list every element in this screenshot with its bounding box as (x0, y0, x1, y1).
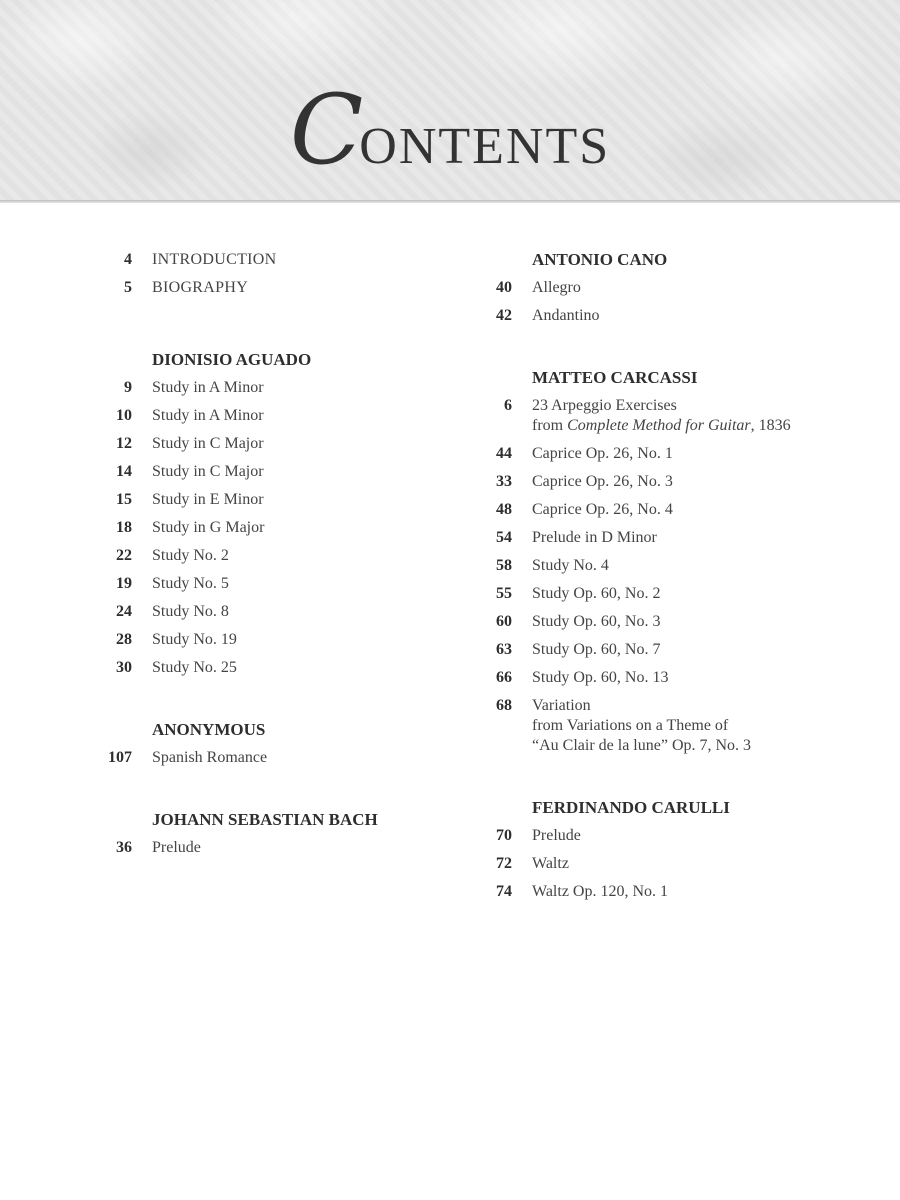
page-number: 72 (496, 855, 512, 872)
toc-entry[interactable] (100, 542, 450, 570)
entry-title: Waltz Op. 120, No. 1 (532, 883, 669, 900)
entry-title: Study No. 4 (532, 557, 609, 574)
toc-entry[interactable] (100, 458, 450, 486)
page-number: 44 (496, 445, 512, 462)
page-number: 10 (116, 407, 132, 424)
entry-subtitle-line: “Au Clair de la lune” Op. 7, No. 3 (532, 737, 752, 754)
entry-title: Caprice Op. 26, No. 4 (532, 501, 673, 518)
composer-heading: JOHANN SEBASTIAN BACH (152, 810, 378, 829)
entry-title (532, 696, 880, 756)
entry-title: Study in A Minor (152, 407, 264, 424)
toc-entry[interactable] (100, 834, 450, 862)
toc-entry[interactable] (100, 744, 450, 772)
page-number: 58 (496, 557, 512, 574)
page-number: 24 (116, 603, 132, 620)
page-number: 40 (496, 279, 512, 296)
toc-entry[interactable] (480, 822, 880, 850)
entry-title-line: 23 Arpeggio Exercises (532, 397, 677, 414)
toc-entry[interactable] (100, 570, 450, 598)
entry-title (532, 396, 880, 436)
page-number: 19 (116, 575, 132, 592)
entry-title-line: Variation (532, 697, 591, 714)
entry-title: Study Op. 60, No. 13 (532, 669, 669, 686)
composer-heading: ANTONIO CANO (532, 250, 668, 269)
entry-title: Waltz (532, 855, 569, 872)
toc-entry[interactable] (480, 580, 880, 608)
page-number: 28 (116, 631, 132, 648)
page-number: 74 (496, 883, 512, 900)
toc-entry[interactable] (100, 374, 450, 402)
entry-title: Study in G Major (152, 519, 265, 536)
entry-title: Study No. 25 (152, 659, 237, 676)
entry-title: Caprice Op. 26, No. 1 (532, 445, 673, 462)
page-number: 18 (116, 519, 132, 536)
entry-subtitle-line (532, 416, 880, 436)
entry-title: BIOGRAPHY (152, 279, 249, 296)
toc-entry[interactable] (100, 402, 450, 430)
entry-title: Prelude in D Minor (532, 529, 657, 546)
entry-title: Allegro (532, 279, 581, 296)
page-number: 12 (116, 435, 132, 452)
composer-heading: DIONISIO AGUADO (152, 350, 312, 369)
page-number: 6 (504, 397, 512, 414)
toc-entry[interactable] (480, 468, 880, 496)
page-number: 9 (124, 379, 132, 396)
page-number: 36 (116, 839, 132, 856)
composer-group-cano (480, 246, 880, 330)
entry-title: Spanish Romance (152, 749, 268, 766)
header-divider (0, 200, 900, 203)
page-number: 4 (124, 251, 132, 268)
toc-entry[interactable] (480, 440, 880, 468)
page-title (0, 74, 900, 186)
page-number: 107 (108, 749, 132, 766)
toc-entry[interactable] (480, 636, 880, 664)
composer-heading: MATTEO CARCASSI (532, 368, 698, 387)
entry-subtitle-suffix: , 1836 (750, 417, 791, 434)
toc-entry[interactable] (100, 246, 450, 274)
page-title-initial: C (289, 74, 360, 186)
page-number: 70 (496, 827, 512, 844)
composer-group-aguado (100, 346, 450, 682)
entry-title: Study Op. 60, No. 7 (532, 641, 661, 658)
toc-entry[interactable] (480, 552, 880, 580)
entry-title: Study in C Major (152, 435, 264, 452)
toc-entry[interactable] (480, 524, 880, 552)
front-matter-group (100, 246, 450, 302)
toc-entry[interactable] (480, 608, 880, 636)
composer-heading: FERDINANDO CARULLI (532, 798, 730, 817)
page-number: 33 (496, 473, 512, 490)
entry-title: Study No. 5 (152, 575, 229, 592)
composer-group-bach (100, 806, 450, 862)
page-number: 55 (496, 585, 512, 602)
page-number: 54 (496, 529, 512, 546)
toc-entry[interactable] (100, 598, 450, 626)
composer-group-anonymous (100, 716, 450, 772)
page-number: 15 (116, 491, 132, 508)
toc-right-column (480, 246, 880, 940)
entry-title: Study No. 19 (152, 631, 237, 648)
entry-title: Prelude (532, 827, 581, 844)
page-number: 5 (124, 279, 132, 296)
entry-subtitle-prefix: from (532, 417, 568, 434)
toc-entry[interactable] (100, 514, 450, 542)
entry-title: Caprice Op. 26, No. 3 (532, 473, 673, 490)
page-number: 68 (496, 697, 512, 714)
toc-entry[interactable] (100, 274, 450, 302)
entry-subtitle-book-title: Complete Method for Guitar (567, 417, 751, 434)
entry-title: Study No. 2 (152, 547, 229, 564)
page-number: 60 (496, 613, 512, 630)
toc-entry[interactable] (480, 392, 880, 440)
entry-title: INTRODUCTION (152, 251, 277, 268)
toc-entry[interactable] (100, 626, 450, 654)
toc-entry[interactable] (100, 486, 450, 514)
composer-group-carulli (480, 794, 880, 906)
entry-title: Andantino (532, 307, 600, 324)
entry-title: Prelude (152, 839, 201, 856)
page-number: 30 (116, 659, 132, 676)
page-number: 66 (496, 669, 512, 686)
composer-heading: ANONYMOUS (152, 720, 266, 739)
entry-title: Study Op. 60, No. 3 (532, 613, 661, 630)
toc-entry[interactable] (480, 664, 880, 692)
page-number: 48 (496, 501, 512, 518)
entry-subtitle-line: from Variations on a Theme of (532, 717, 729, 734)
page-number: 63 (496, 641, 512, 658)
composer-group-carcassi (480, 364, 880, 760)
entry-title: Study Op. 60, No. 2 (532, 585, 661, 602)
toc-entry[interactable] (480, 302, 880, 330)
toc-entry[interactable] (480, 496, 880, 524)
entry-title: Study in A Minor (152, 379, 264, 396)
toc-left-column (100, 246, 450, 896)
page-title-rest: ONTENTS (359, 118, 611, 175)
toc-entry[interactable] (480, 878, 880, 906)
page-number: 14 (116, 463, 132, 480)
entry-title: Study in E Minor (152, 491, 264, 508)
page-number: 42 (496, 307, 512, 324)
toc-entry[interactable] (100, 430, 450, 458)
page-number: 22 (116, 547, 132, 564)
toc-entry[interactable] (480, 274, 880, 302)
toc-entry[interactable] (480, 850, 880, 878)
entry-title: Study No. 8 (152, 603, 229, 620)
entry-title: Study in C Major (152, 463, 264, 480)
toc-entry[interactable] (480, 692, 880, 760)
toc-entry[interactable] (100, 654, 450, 682)
